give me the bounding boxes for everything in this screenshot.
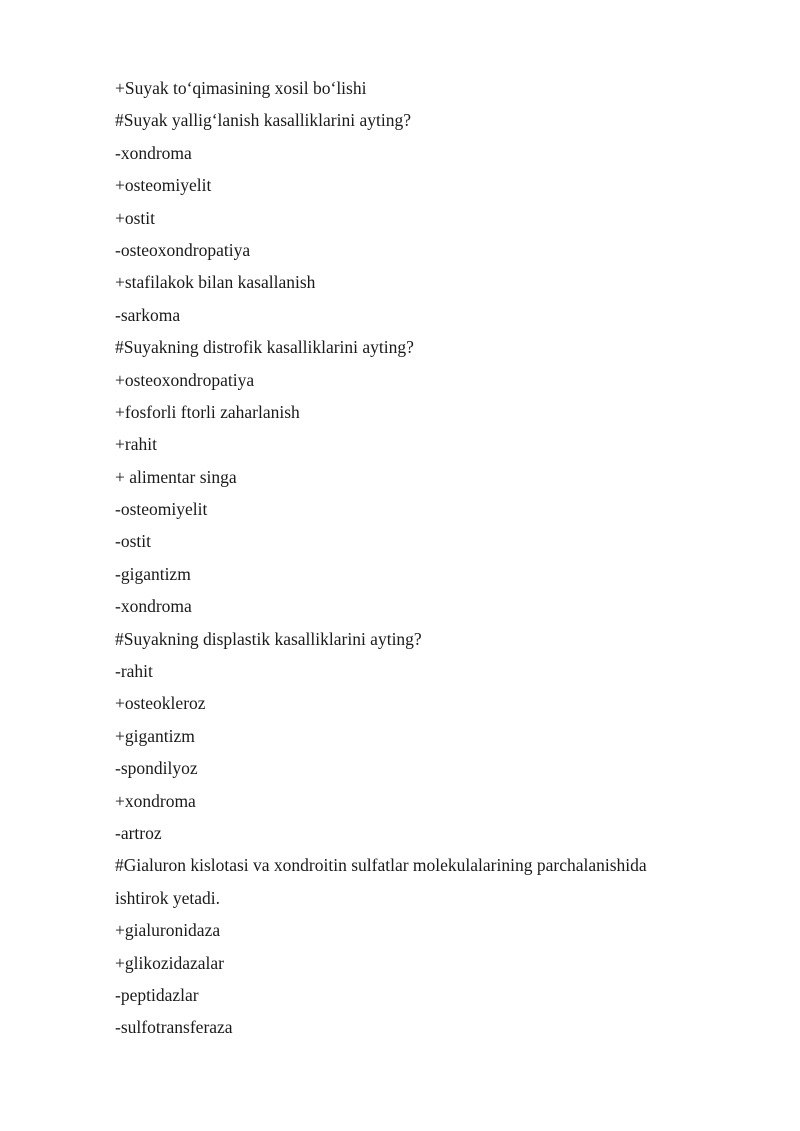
answer-option-correct: +Suyak to‘qimasining xosil bo‘lishi — [115, 78, 367, 98]
answer-option-correct: +fosforli ftorli zaharlanish — [115, 401, 300, 422]
answer-option-correct: +osteoxondropatiya — [115, 369, 255, 390]
answer-option-correct: +stafilakok bilan kasallanish — [115, 272, 316, 293]
answer-option-incorrect: -osteoxondropatiya — [115, 239, 251, 260]
answer-option-incorrect: -xondroma — [115, 142, 192, 163]
answer-option-incorrect: -spondilyoz — [115, 758, 198, 779]
answer-option-correct: +xondroma — [115, 790, 196, 811]
answer-option-correct: +osteokleroz — [115, 693, 206, 714]
answer-option-correct: + alimentar singa — [115, 466, 237, 487]
answer-option-incorrect: -rahit — [115, 661, 153, 682]
answer-option-incorrect: -ostit — [115, 531, 151, 552]
answer-option-incorrect: -osteomiyelit — [115, 499, 208, 520]
question-text: #Suyak yallig‘lanish kasalliklarini ayting? — [115, 110, 411, 131]
answer-option-incorrect: -sulfotransferaza — [115, 1017, 233, 1038]
answer-option-incorrect: -artroz — [115, 822, 162, 843]
answer-option-correct: +osteomiyelit — [115, 175, 212, 196]
answer-option-correct: +rahit — [115, 434, 157, 455]
answer-option-incorrect: -gigantizm — [115, 563, 191, 584]
question-list — [115, 72, 715, 1044]
answer-option-incorrect: -xondroma — [115, 596, 192, 617]
answer-option-correct: +glikozidazalar — [115, 952, 224, 973]
answer-option-correct: +gialuronidaza — [115, 920, 221, 941]
answer-option-correct: +gigantizm — [115, 725, 195, 746]
answer-option-incorrect: -peptidazlar — [115, 984, 199, 1005]
question-text: #Suyakning displastik kasalliklarini ayting? — [115, 628, 422, 649]
answer-option-correct: +ostit — [115, 207, 156, 228]
question-text: #Gialuron kislotasi va xondroitin sulfatlar molekulalarining parchalanishida — [115, 855, 647, 876]
answer-option-incorrect: -sarkoma — [115, 304, 181, 325]
question-text-continuation: ishtirok yetadi. — [115, 887, 220, 908]
question-text: #Suyakning distrofik kasalliklarini ayting? — [115, 337, 414, 358]
